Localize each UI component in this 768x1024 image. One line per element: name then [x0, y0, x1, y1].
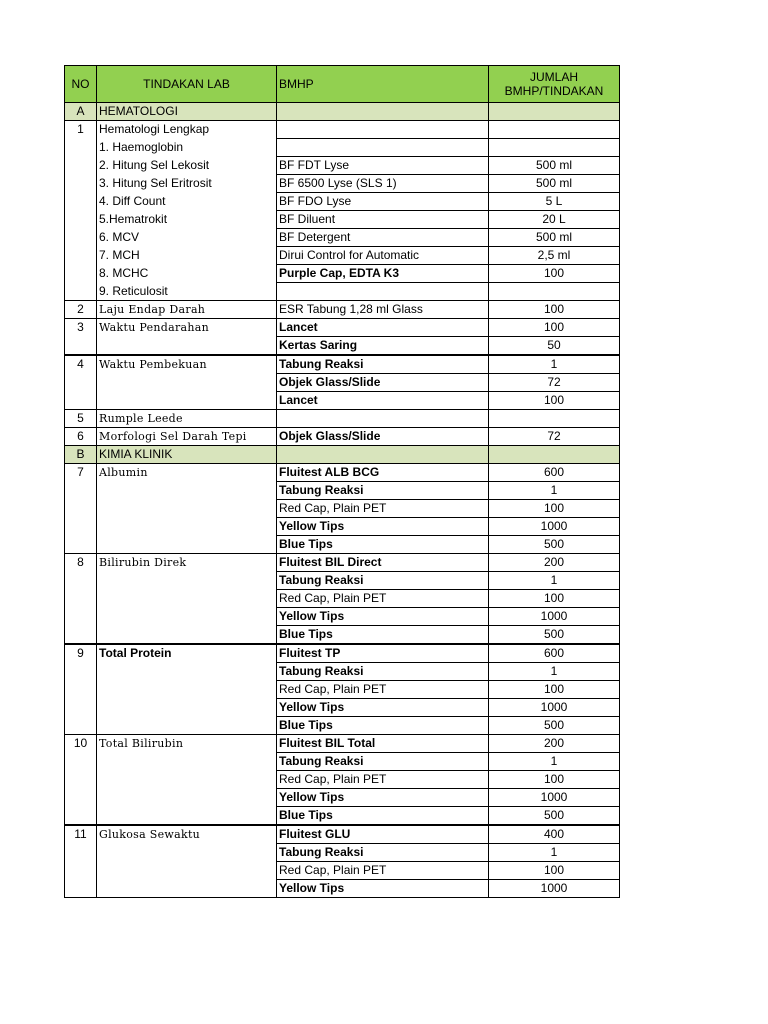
row-tindakan[interactable]	[97, 626, 277, 645]
table-row	[65, 410, 620, 428]
row-tindakan[interactable]	[97, 590, 277, 608]
row-number[interactable]	[65, 663, 97, 681]
row-jumlah[interactable]	[489, 410, 620, 428]
row-bmhp[interactable]: Tabung Reaksi	[277, 753, 489, 771]
row-tindakan[interactable]: Bilirubin Direk	[97, 554, 277, 572]
row-number[interactable]	[65, 880, 97, 898]
table-row	[65, 337, 620, 356]
row-bmhp[interactable]: Yellow Tips	[277, 880, 489, 898]
row-jumlah[interactable]: 1000	[489, 699, 620, 717]
row-tindakan[interactable]	[97, 699, 277, 717]
row-bmhp[interactable]: Blue Tips	[277, 717, 489, 735]
section-title[interactable]: KIMIA KLINIK	[97, 446, 277, 464]
row-tindakan[interactable]	[97, 337, 277, 356]
row-tindakan[interactable]: Waktu Pendarahan	[97, 319, 277, 337]
row-jumlah[interactable]: 1	[489, 663, 620, 681]
row-number[interactable]	[65, 229, 97, 247]
row-jumlah[interactable]: 1000	[489, 880, 620, 898]
row-number[interactable]	[65, 536, 97, 554]
row-jumlah[interactable]: 1	[489, 572, 620, 590]
section-code[interactable]: A	[65, 103, 97, 121]
row-bmhp[interactable]: Red Cap, Plain PET	[277, 590, 489, 608]
table-row	[65, 265, 620, 283]
row-tindakan[interactable]	[97, 536, 277, 554]
row-bmhp[interactable]: BF Diluent	[277, 211, 489, 229]
row-tindakan[interactable]: 1. Haemoglobin	[97, 139, 277, 157]
row-bmhp[interactable]	[277, 410, 489, 428]
header-jumlah-line1: JUMLAH	[529, 70, 578, 84]
table-row	[65, 500, 620, 518]
row-number[interactable]	[65, 717, 97, 735]
row-jumlah[interactable]: 100	[489, 681, 620, 699]
section-title[interactable]: HEMATOLOGI	[97, 103, 277, 121]
row-jumlah[interactable]: 500 ml	[489, 175, 620, 193]
row-bmhp[interactable]: Yellow Tips	[277, 789, 489, 807]
row-jumlah[interactable]: 500	[489, 626, 620, 645]
row-jumlah[interactable]: 400	[489, 825, 620, 844]
row-bmhp[interactable]: Red Cap, Plain PET	[277, 771, 489, 789]
row-bmhp[interactable]: Fluitest BIL Direct	[277, 554, 489, 572]
section-code[interactable]: B	[65, 446, 97, 464]
row-bmhp[interactable]: Tabung Reaksi	[277, 663, 489, 681]
row-jumlah[interactable]: 100	[489, 771, 620, 789]
row-tindakan[interactable]	[97, 862, 277, 880]
row-jumlah[interactable]: 72	[489, 428, 620, 446]
row-number[interactable]	[65, 374, 97, 392]
row-jumlah[interactable]: 100	[489, 301, 620, 319]
table-row	[65, 663, 620, 681]
row-number[interactable]	[65, 753, 97, 771]
row-number[interactable]: 1	[65, 121, 97, 139]
row-jumlah[interactable]	[489, 283, 620, 301]
row-bmhp[interactable]	[277, 121, 489, 139]
row-bmhp[interactable]: Blue Tips	[277, 626, 489, 645]
row-bmhp[interactable]: Lancet	[277, 319, 489, 337]
header-tindakan[interactable]: TINDAKAN LAB	[97, 66, 277, 103]
table-row	[65, 229, 620, 247]
row-tindakan[interactable]	[97, 681, 277, 699]
section-row-kimia-klinik	[65, 446, 620, 464]
header-jumlah[interactable]	[489, 66, 620, 103]
table-row	[65, 139, 620, 157]
row-number[interactable]	[65, 789, 97, 807]
row-tindakan[interactable]: Total Protein	[97, 644, 277, 663]
table-row	[65, 735, 620, 753]
table-row	[65, 681, 620, 699]
row-tindakan[interactable]: Morfologi Sel Darah Tepi	[97, 428, 277, 446]
row-bmhp[interactable]: Fluitest BIL Total	[277, 735, 489, 753]
row-number[interactable]: 9	[65, 644, 97, 663]
row-number[interactable]	[65, 500, 97, 518]
row-tindakan[interactable]: Waktu Pembekuan	[97, 355, 277, 374]
row-bmhp[interactable]: BF Detergent	[277, 229, 489, 247]
row-number[interactable]: 3	[65, 319, 97, 337]
row-bmhp[interactable]: Blue Tips	[277, 807, 489, 826]
row-jumlah[interactable]: 600	[489, 464, 620, 482]
row-jumlah[interactable]: 100	[489, 392, 620, 410]
row-tindakan[interactable]: Glukosa Sewaktu	[97, 825, 277, 844]
table-row	[65, 626, 620, 645]
row-jumlah[interactable]: 200	[489, 735, 620, 753]
row-bmhp[interactable]: Kertas Saring	[277, 337, 489, 356]
table-row	[65, 392, 620, 410]
row-bmhp[interactable]: Fluitest ALB BCG	[277, 464, 489, 482]
row-tindakan[interactable]: 3. Hitung Sel Eritrosit	[97, 175, 277, 193]
row-bmhp[interactable]: ESR Tabung 1,28 ml Glass	[277, 301, 489, 319]
table-row	[65, 771, 620, 789]
header-row	[65, 66, 620, 103]
table-row	[65, 428, 620, 446]
row-number[interactable]	[65, 844, 97, 862]
row-number[interactable]	[65, 337, 97, 356]
row-jumlah[interactable]: 500	[489, 536, 620, 554]
row-bmhp[interactable]: Purple Cap, EDTA K3	[277, 265, 489, 283]
row-jumlah[interactable]: 1	[489, 482, 620, 500]
row-tindakan[interactable]	[97, 518, 277, 536]
row-number[interactable]	[65, 175, 97, 193]
row-tindakan[interactable]	[97, 374, 277, 392]
row-jumlah[interactable]: 500	[489, 807, 620, 826]
section-empty-cell[interactable]	[489, 103, 620, 121]
table-row	[65, 717, 620, 735]
row-number[interactable]	[65, 283, 97, 301]
table-row	[65, 572, 620, 590]
header-bmhp[interactable]: BMHP	[277, 66, 489, 103]
row-tindakan[interactable]	[97, 572, 277, 590]
table-row	[65, 319, 620, 337]
table-row	[65, 157, 620, 175]
row-tindakan[interactable]: 7. MCH	[97, 247, 277, 265]
row-jumlah[interactable]	[489, 121, 620, 139]
row-bmhp[interactable]: Tabung Reaksi	[277, 355, 489, 374]
row-tindakan[interactable]	[97, 807, 277, 826]
section-empty-cell[interactable]	[489, 446, 620, 464]
row-tindakan[interactable]: 2. Hitung Sel Lekosit	[97, 157, 277, 175]
table-row	[65, 355, 620, 374]
row-bmhp[interactable]: Fluitest GLU	[277, 825, 489, 844]
row-jumlah[interactable]: 100	[489, 590, 620, 608]
table-row	[65, 590, 620, 608]
row-bmhp[interactable]: BF 6500 Lyse (SLS 1)	[277, 175, 489, 193]
row-bmhp[interactable]: Blue Tips	[277, 536, 489, 554]
row-bmhp[interactable]: Lancet	[277, 392, 489, 410]
row-bmhp[interactable]: Tabung Reaksi	[277, 482, 489, 500]
row-bmhp[interactable]: BF FDT Lyse	[277, 157, 489, 175]
row-number[interactable]	[65, 482, 97, 500]
row-jumlah[interactable]: 500 ml	[489, 157, 620, 175]
row-number[interactable]	[65, 608, 97, 626]
row-tindakan[interactable]	[97, 753, 277, 771]
row-tindakan[interactable]	[97, 717, 277, 735]
row-jumlah[interactable]: 20 L	[489, 211, 620, 229]
row-tindakan[interactable]: 8. MCHC	[97, 265, 277, 283]
table-row	[65, 518, 620, 536]
row-jumlah[interactable]: 1000	[489, 789, 620, 807]
row-tindakan[interactable]	[97, 880, 277, 898]
row-jumlah[interactable]: 1	[489, 355, 620, 374]
row-jumlah[interactable]: 2,5 ml	[489, 247, 620, 265]
table-row	[65, 825, 620, 844]
table-row	[65, 211, 620, 229]
row-bmhp[interactable]	[277, 283, 489, 301]
row-jumlah[interactable]: 600	[489, 644, 620, 663]
row-tindakan[interactable]: 6. MCV	[97, 229, 277, 247]
row-bmhp[interactable]: Red Cap, Plain PET	[277, 681, 489, 699]
hematologi-rows	[65, 121, 620, 446]
table-row	[65, 482, 620, 500]
row-bmhp[interactable]: Objek Glass/Slide	[277, 374, 489, 392]
table-row	[65, 554, 620, 572]
header-jumlah-line2: BMHP/TINDAKAN	[504, 84, 604, 98]
row-number[interactable]	[65, 247, 97, 265]
row-jumlah[interactable]	[489, 139, 620, 157]
table-row	[65, 193, 620, 211]
row-number[interactable]	[65, 699, 97, 717]
row-number[interactable]: 8	[65, 554, 97, 572]
section-empty-cell[interactable]	[277, 446, 489, 464]
table-row	[65, 880, 620, 898]
row-jumlah[interactable]: 1	[489, 753, 620, 771]
table-row	[65, 121, 620, 139]
table-row	[65, 608, 620, 626]
header-no[interactable]: NO	[65, 66, 97, 103]
row-tindakan[interactable]	[97, 844, 277, 862]
row-number[interactable]	[65, 771, 97, 789]
row-jumlah[interactable]: 500	[489, 717, 620, 735]
row-number[interactable]	[65, 572, 97, 590]
row-bmhp[interactable]: Yellow Tips	[277, 608, 489, 626]
table-row	[65, 464, 620, 482]
row-jumlah[interactable]: 500 ml	[489, 229, 620, 247]
row-tindakan[interactable]: Albumin	[97, 464, 277, 482]
table-row	[65, 844, 620, 862]
row-bmhp[interactable]: Red Cap, Plain PET	[277, 862, 489, 880]
row-jumlah[interactable]: 1000	[489, 518, 620, 536]
row-tindakan[interactable]: Total Bilirubin	[97, 735, 277, 753]
row-tindakan[interactable]: Rumple Leede	[97, 410, 277, 428]
row-bmhp[interactable]: Red Cap, Plain PET	[277, 500, 489, 518]
row-bmhp[interactable]: BF FDO Lyse	[277, 193, 489, 211]
section-empty-cell[interactable]	[277, 103, 489, 121]
row-tindakan[interactable]	[97, 608, 277, 626]
row-jumlah[interactable]: 100	[489, 500, 620, 518]
row-number[interactable]: 5	[65, 410, 97, 428]
row-jumlah[interactable]: 50	[489, 337, 620, 356]
table-row	[65, 301, 620, 319]
section-row-hematologi	[65, 103, 620, 121]
table-row	[65, 644, 620, 663]
table-row	[65, 807, 620, 826]
table-row	[65, 536, 620, 554]
row-number[interactable]	[65, 139, 97, 157]
row-tindakan[interactable]	[97, 789, 277, 807]
row-number[interactable]: 10	[65, 735, 97, 753]
table-row	[65, 753, 620, 771]
row-bmhp[interactable]: Fluitest TP	[277, 644, 489, 663]
row-number[interactable]: 7	[65, 464, 97, 482]
bmhp-table	[64, 65, 620, 898]
row-number[interactable]: 2	[65, 301, 97, 319]
row-tindakan[interactable]: 9. Reticulosit	[97, 283, 277, 301]
row-tindakan[interactable]: Laju Endap Darah	[97, 301, 277, 319]
row-number[interactable]	[65, 193, 97, 211]
row-tindakan[interactable]: 4. Diff Count	[97, 193, 277, 211]
row-bmhp[interactable]: Tabung Reaksi	[277, 844, 489, 862]
row-tindakan[interactable]	[97, 392, 277, 410]
row-number[interactable]	[65, 626, 97, 645]
table-row	[65, 175, 620, 193]
row-jumlah[interactable]: 100	[489, 319, 620, 337]
row-jumlah[interactable]: 100	[489, 862, 620, 880]
table-row	[65, 247, 620, 265]
row-number[interactable]	[65, 862, 97, 880]
row-bmhp[interactable]	[277, 139, 489, 157]
row-number[interactable]	[65, 392, 97, 410]
table-row	[65, 283, 620, 301]
row-bmhp[interactable]: Yellow Tips	[277, 699, 489, 717]
row-number[interactable]	[65, 518, 97, 536]
row-tindakan[interactable]: 5.Hematrokit	[97, 211, 277, 229]
row-jumlah[interactable]: 1	[489, 844, 620, 862]
table-row	[65, 862, 620, 880]
row-number[interactable]	[65, 265, 97, 283]
row-jumlah[interactable]: 5 L	[489, 193, 620, 211]
row-number[interactable]	[65, 590, 97, 608]
row-number[interactable]	[65, 681, 97, 699]
row-number[interactable]: 4	[65, 355, 97, 374]
table-row	[65, 699, 620, 717]
row-bmhp[interactable]: Yellow Tips	[277, 518, 489, 536]
table-row	[65, 374, 620, 392]
row-jumlah[interactable]: 200	[489, 554, 620, 572]
table-row	[65, 789, 620, 807]
row-number[interactable]	[65, 807, 97, 826]
row-bmhp[interactable]: Objek Glass/Slide	[277, 428, 489, 446]
row-tindakan[interactable]	[97, 500, 277, 518]
row-jumlah[interactable]: 72	[489, 374, 620, 392]
row-tindakan[interactable]	[97, 771, 277, 789]
row-tindakan[interactable]	[97, 482, 277, 500]
row-number[interactable]: 6	[65, 428, 97, 446]
row-number[interactable]: 11	[65, 825, 97, 844]
row-jumlah[interactable]: 1000	[489, 608, 620, 626]
row-number[interactable]	[65, 157, 97, 175]
row-bmhp[interactable]: Tabung Reaksi	[277, 572, 489, 590]
row-jumlah[interactable]: 100	[489, 265, 620, 283]
row-tindakan[interactable]	[97, 663, 277, 681]
row-bmhp[interactable]: Dirui Control for Automatic	[277, 247, 489, 265]
row-number[interactable]	[65, 211, 97, 229]
row-tindakan[interactable]: Hematologi Lengkap	[97, 121, 277, 139]
kimia-klinik-rows	[65, 464, 620, 898]
